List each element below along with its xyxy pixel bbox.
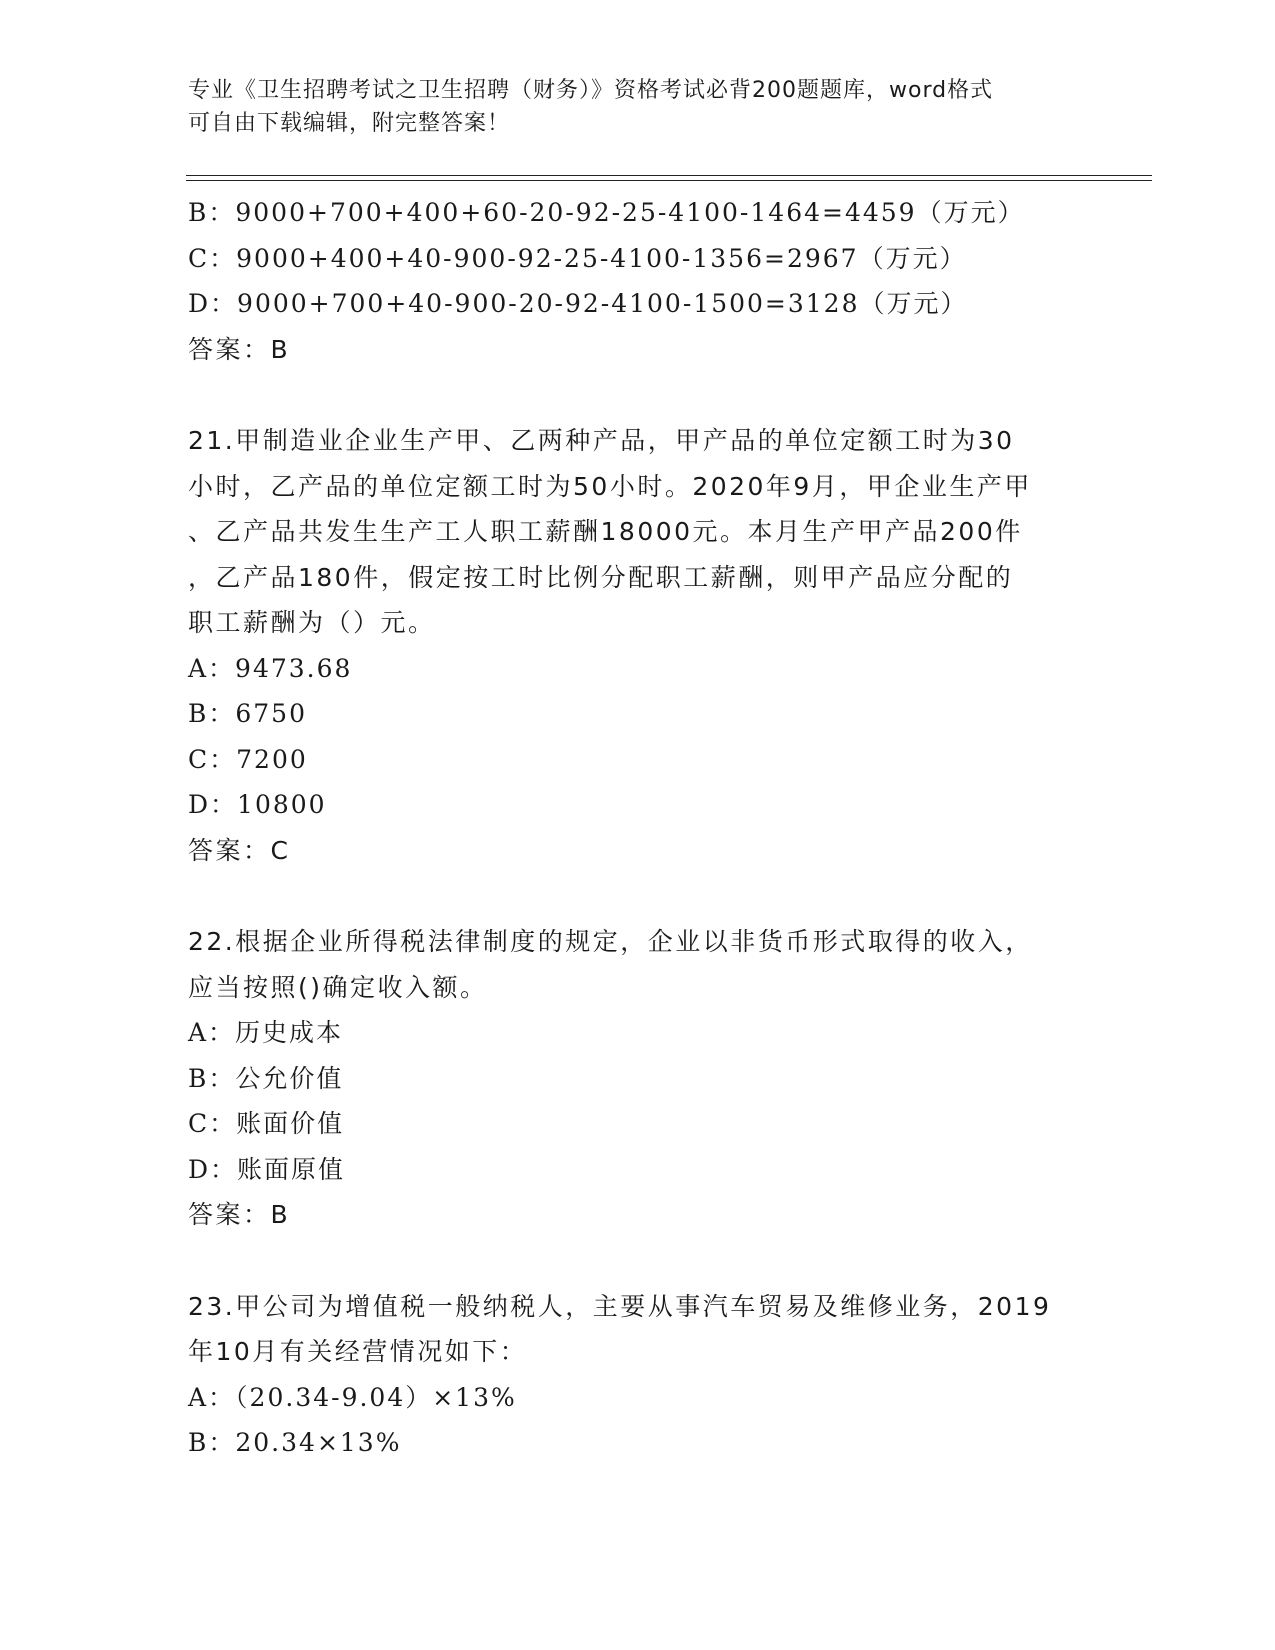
question-stem-line: ，乙产品180件，假定按工时比例分配职工薪酬，则甲产品应分配的 (188, 562, 1014, 592)
question-stem-line: 21.甲制造业企业生产甲、乙两种产品，甲产品的单位定额工时为30 (188, 426, 1015, 455)
option-d: D：账面原值 (188, 1154, 346, 1184)
header-title-line-1: 专业《卫生招聘考试之卫生招聘（财务）》资格考试必背200题题库，word格式 (188, 78, 994, 103)
option-b: B：9000+700+400+60-20-92-25-4100-1464=4459（万元） (188, 198, 1025, 227)
answer: 答案：B (188, 334, 291, 364)
question-21 (188, 418, 1088, 873)
option-c: C：9000+400+40-900-92-25-4100-1356=2967（万元） (188, 243, 967, 273)
question-stem-line: 22.根据企业所得税法律制度的规定，企业以非货币形式取得的收入， (188, 927, 1033, 956)
option-a: A：9473.68 (188, 653, 353, 683)
option-a: A：历史成本 (188, 1018, 344, 1047)
answer: 答案：B (188, 1200, 291, 1229)
option-b: B：6750 (188, 699, 307, 728)
option-a: A：（20.34-9.04）×13% (188, 1382, 517, 1412)
question-stem-line: 职工薪酬为（）元。 (188, 608, 436, 637)
question-stem-line: 小时，乙产品的单位定额工时为50小时。2020年9月，甲企业生产甲 (188, 471, 1032, 501)
question-22 (188, 919, 1088, 1238)
option-b: B：20.34×13% (188, 1428, 402, 1457)
question-stem-line: 、乙产品共发生生产工人职工薪酬18000元。本月生产甲产品200件 (188, 517, 1023, 546)
question-stem-line: 应当按照()确定收入额。 (188, 972, 488, 1002)
document-header (188, 74, 1068, 140)
question-stem-line: 23.甲公司为增值税一般纳税人，主要从事汽车贸易及维修业务，2019 (188, 1291, 1052, 1321)
question-list (188, 190, 1088, 1466)
spacer (188, 372, 1088, 418)
header-title-line-2: 可自由下载编辑，附完整答案！ (188, 111, 511, 136)
option-c: C：账面价值 (188, 1109, 345, 1138)
option-d: D：9000+700+40-900-20-92-4100-1500=3128（万元） (188, 289, 968, 318)
header-rule-bottom (186, 180, 1152, 181)
answer: 答案：C (188, 835, 291, 865)
spacer (188, 873, 1088, 919)
option-c: C：7200 (188, 744, 308, 774)
question-23 (188, 1284, 1088, 1466)
option-b: B：公允价值 (188, 1063, 344, 1093)
question-20 (188, 190, 1088, 372)
option-d: D：10800 (188, 790, 327, 819)
question-stem-line: 年10月有关经营情况如下： (188, 1337, 528, 1366)
spacer (188, 1238, 1088, 1284)
header-rule-top (186, 175, 1152, 176)
